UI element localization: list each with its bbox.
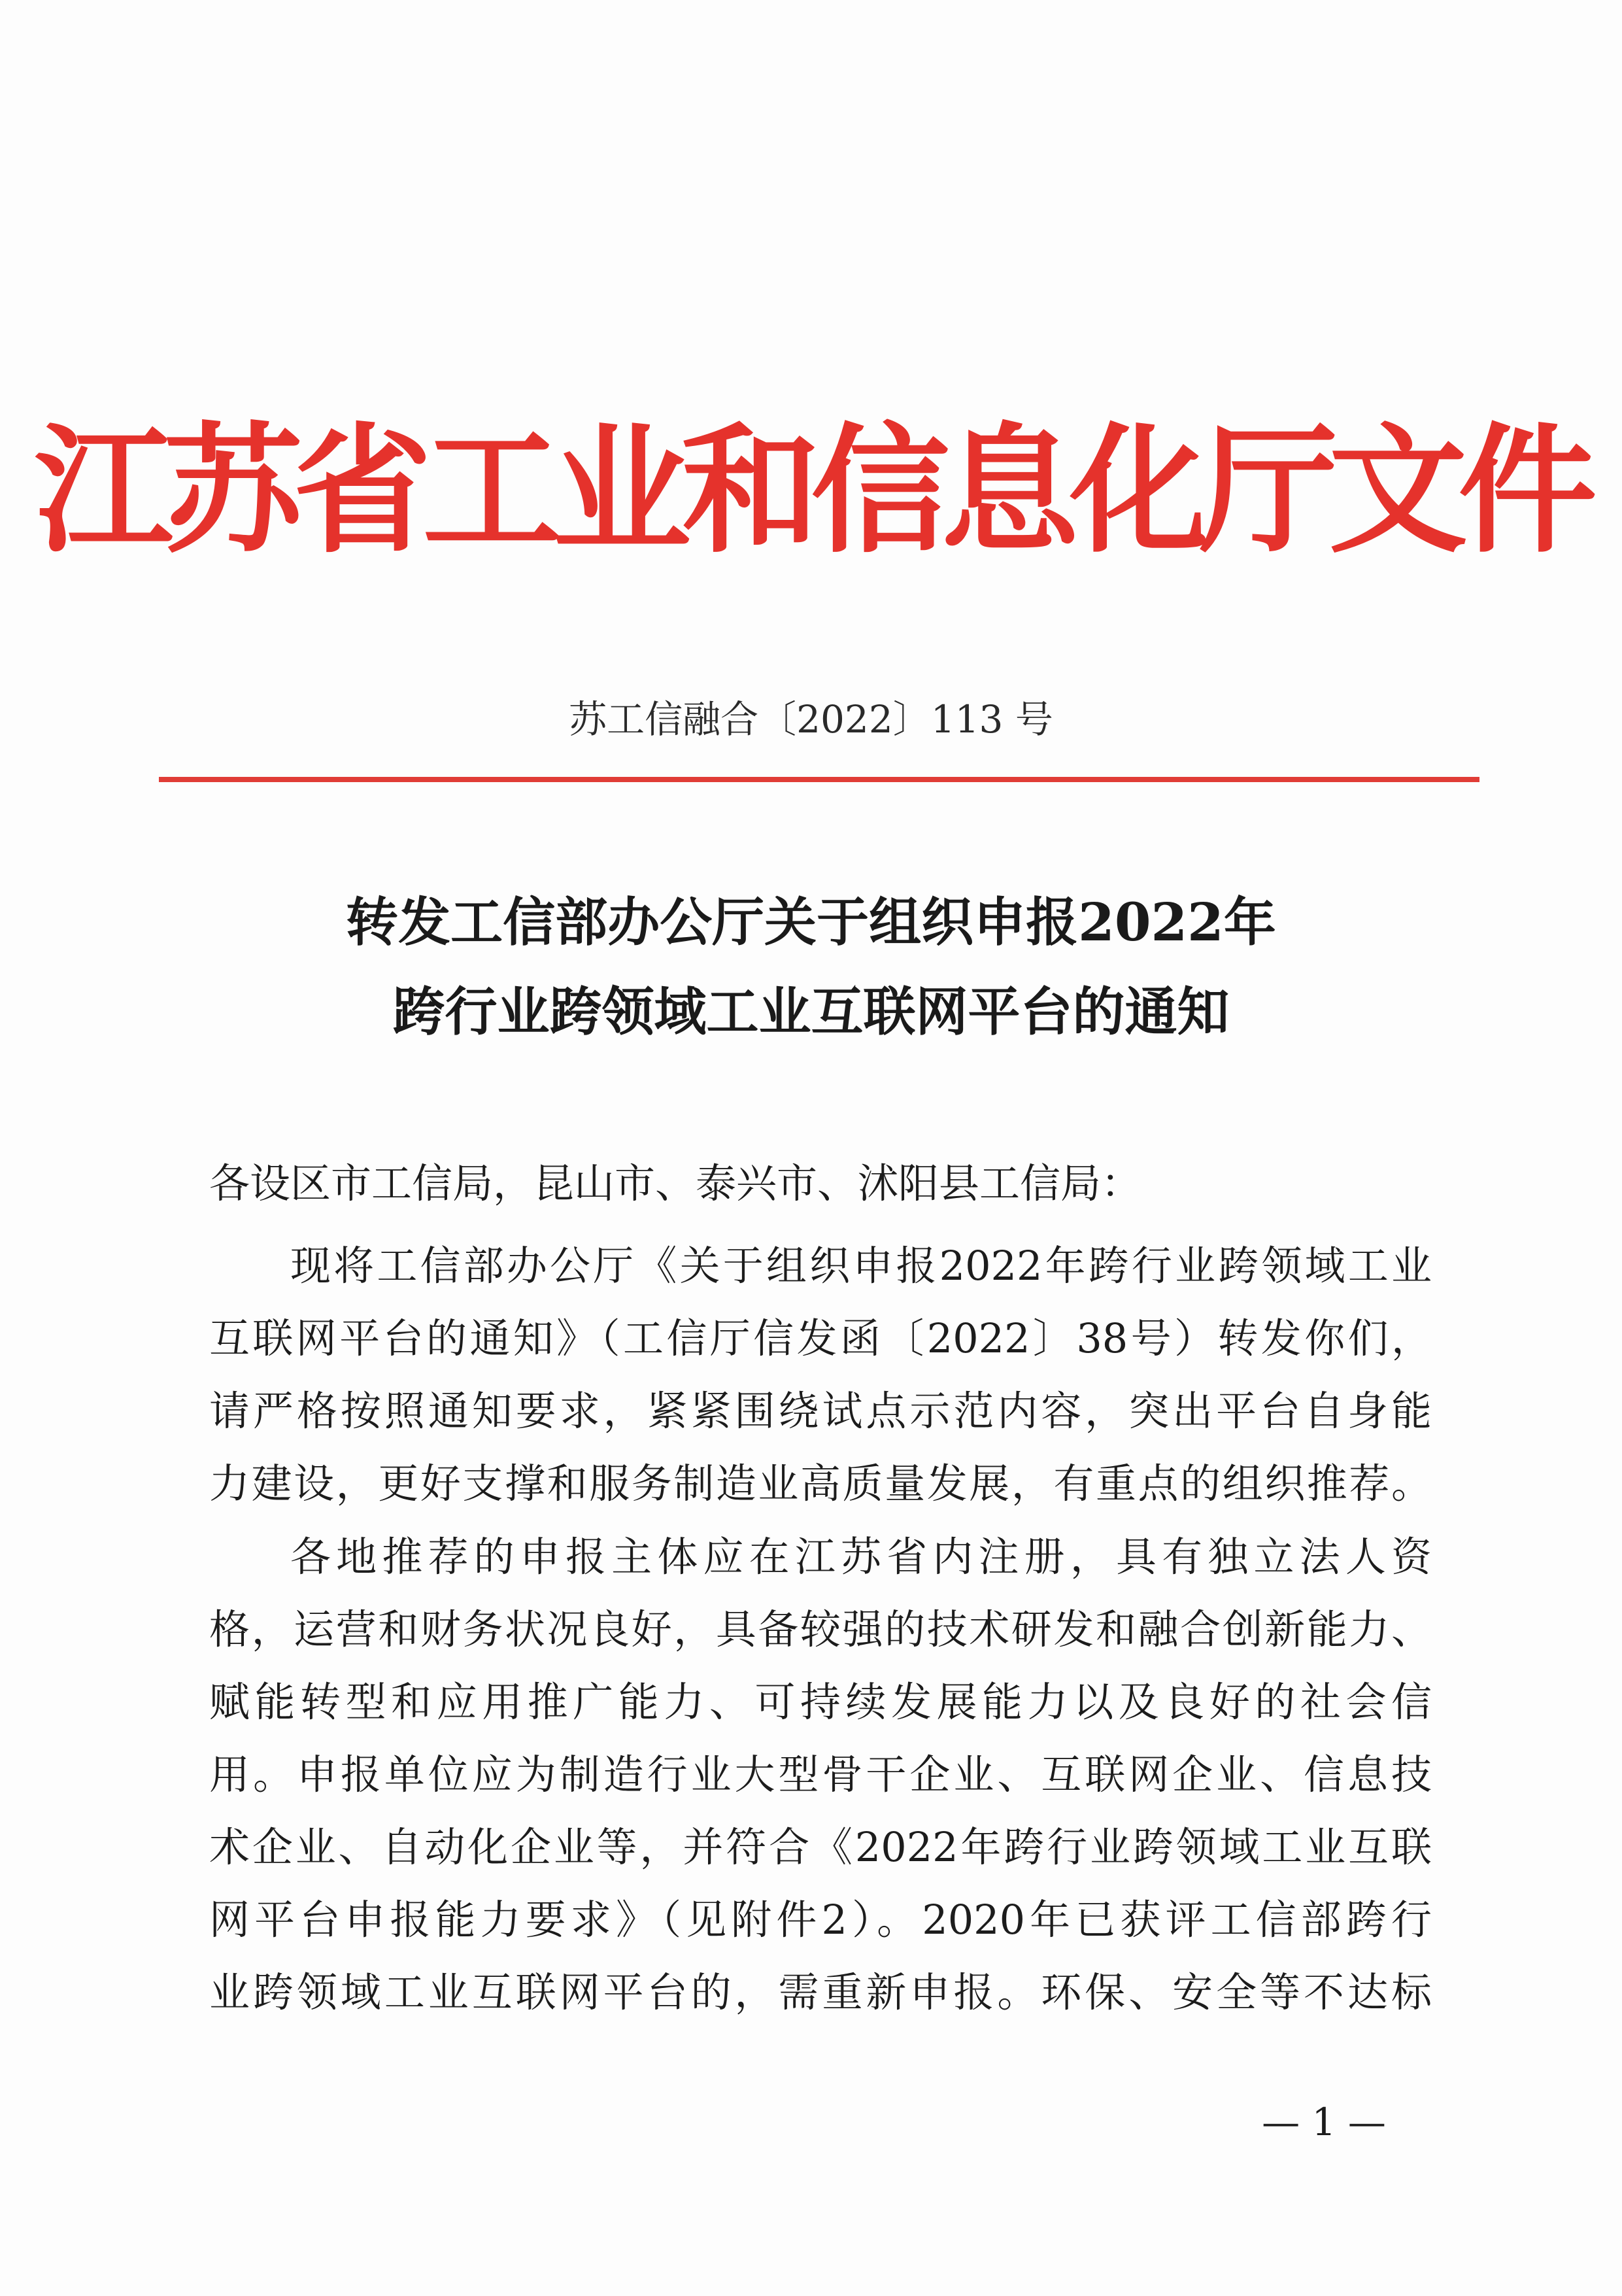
paragraph-line: 业跨领域工业互联网平台的，需重新申报。环保、安全等不达标 (209, 1968, 1432, 2016)
salutation: 各设区市工信局，昆山市、泰兴市、沭阳县工信局： (209, 1159, 1142, 1207)
document-title-line-2: 跨行业跨领域工业互联网平台的通知 (392, 981, 1230, 1042)
document-number: 苏工信融合〔2022〕113 号 (569, 697, 1053, 742)
paragraph-line: 请严格按照通知要求，紧紧围绕试点示范内容，突出平台自身能 (209, 1387, 1432, 1435)
document-title-line-1: 转发工信部办公厅关于组织申报2022年 (346, 891, 1276, 953)
paragraph-line: 现将工信部办公厅《关于组织申报2022年跨行业跨领域工业 (290, 1242, 1432, 1290)
paragraph-line: 赋能转型和应用推广能力、可持续发展能力以及良好的社会信 (209, 1678, 1432, 1726)
paragraph-line: 力建设，更好支撑和服务制造业高质量发展，有重点的组织推荐。 (209, 1460, 1432, 1507)
paragraph-1 (209, 1229, 1432, 1520)
paragraph-line: 格，运营和财务状况良好，具备较强的技术研发和融合创新能力、 (209, 1605, 1432, 1653)
paragraph-2 (209, 1520, 1432, 2029)
paragraph-line: 各地推荐的申报主体应在江苏省内注册，具有独立法人资 (290, 1533, 1432, 1581)
header-divider (159, 777, 1479, 782)
paragraph-line: 互联网平台的通知》（工信厅信发函〔2022〕38号）转发你们， (209, 1314, 1432, 1362)
paragraph-line: 网平台申报能力要求》（见附件2）。2020年已获评工信部跨行 (209, 1896, 1432, 1944)
document-header: 江苏省工业和信息化厅文件 (34, 409, 1588, 572)
page-number: — 1 — (1262, 2100, 1386, 2144)
paragraph-line: 用。申报单位应为制造行业大型骨干企业、互联网企业、信息技 (209, 1751, 1432, 1798)
paragraph-line: 术企业、自动化企业等，并符合《2022年跨行业跨领域工业互联 (209, 1823, 1432, 1871)
